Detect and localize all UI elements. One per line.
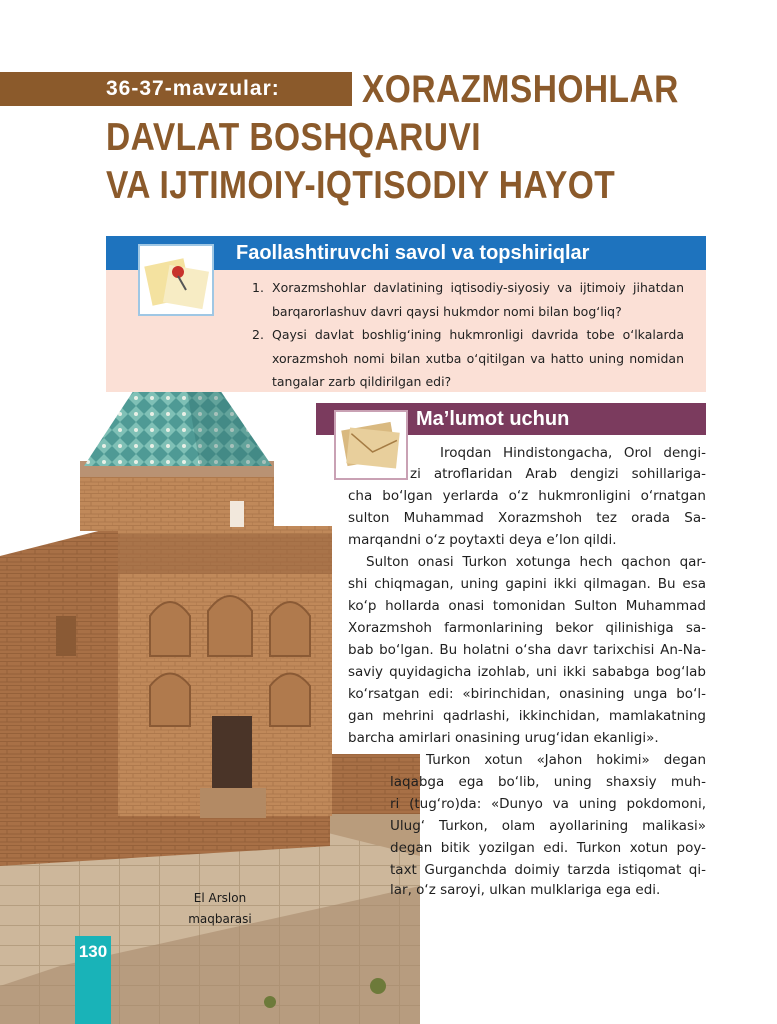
info-text-line: Xorazmshoh farmonlarining bekor qilinishiga sa- <box>348 620 706 636</box>
info-text-line: marqandni o‘z poytaxti deya e’lon qildi. <box>348 532 617 548</box>
question-item <box>252 323 684 394</box>
info-text-line: ri (tug‘ro)da: «Dunyo va uning pokdomoni, <box>390 796 706 812</box>
question-number: 1. <box>252 280 264 295</box>
info-text-line: Ulug‘ Turkon, olam ayollarining malikasi» <box>390 818 706 834</box>
info-text-line: Turkon xotun «Jahon hokimi» degan <box>426 752 706 768</box>
info-text-line: ko‘rsatgan edi: «birinchidan, onasining unga bo‘l- <box>348 686 706 702</box>
info-title: Ma’lumot uchun <box>416 408 570 430</box>
info-text-line: laqabga ega bo‘lib, uning shaxsiy muh- <box>390 774 706 790</box>
page-number-strip <box>75 936 111 1024</box>
caption-line-1: El Arslon <box>193 891 247 905</box>
info-text-line: gan mehrini qadrlashi, ikkinchidan, mamlakatning <box>348 708 706 724</box>
caption-line-2: maqbarasi <box>188 912 252 926</box>
info-text-line: zi atroflaridan Arab dengizi sohillariga- <box>410 466 706 482</box>
info-text-line: ko‘p hollarda onasi tomonidan Sulton Muhammad <box>348 598 706 614</box>
info-text-line: Iroqdan Hindistongacha, Orol dengi- <box>440 445 706 461</box>
info-text-line: taxt Gurganchda doimiy tarzda istiqomat qi- <box>390 862 706 878</box>
info-text-line: shi chiqmagan, uning gapini ikki qilmagan. Bu esa <box>348 576 706 592</box>
topic-label: 36-37-mavzular: <box>106 77 280 100</box>
activation-question-list <box>252 276 684 394</box>
info-text-line: cha bo‘lgan yerlarda o‘z hukmronligini o‘rnatgan <box>348 488 706 504</box>
page-number: 130 <box>78 942 108 961</box>
page-title-line-1: XORAZMSHOHLAR <box>362 68 679 111</box>
page-title-line-3: VA IJTIMOIY-IQTISODIY HAYOT <box>106 164 616 207</box>
activation-questions-box <box>106 236 706 392</box>
info-text-line: bab bo‘lgan. Bu holatni o‘sha davr tarixchisi An-Na- <box>348 642 706 658</box>
question-text: Xorazmshohlar davlatining iqtisodiy-siyosiy va ijtimoiy jihatdan barqarorlashuv davri qaysi hukmdor nomi bilan bog‘liq? <box>272 280 684 319</box>
info-text-line: degan bitik yozilgan edi. Turkon xotun poy- <box>390 840 706 856</box>
info-text-line: Sulton onasi Turkon xotunga hech qachon qar- <box>366 554 706 570</box>
old-letters-icon <box>334 410 408 480</box>
question-number: 2. <box>252 327 264 342</box>
photo-caption <box>180 888 260 930</box>
info-text-line: lar, o‘z saroyi, ulkan mulklariga ega edi. <box>390 882 661 898</box>
page-title-line-2: DAVLAT BOSHQARUVI <box>106 116 482 159</box>
activation-title: Faollashtiruvchi savol va topshiriqlar <box>236 242 590 264</box>
pushpin-note-icon <box>138 244 214 316</box>
info-text-line: saviy quyidagicha izohlab, uni ikki sababga bog‘lab <box>348 664 706 680</box>
question-item <box>252 276 684 323</box>
question-text: Qaysi davlat boshlig‘ining hukmronligi davrida tobe o‘lkalarda xorazmshoh nomi bilan xutba o‘qitilgan va hatto uning nomidan tangalar zarb qildirilgan edi? <box>272 327 684 389</box>
info-text-line: sulton Muhammad Xorazmshoh tez orada Sa- <box>348 510 706 526</box>
info-text-line: barcha amirlari onasining urug‘idan ekanligi». <box>348 730 659 746</box>
